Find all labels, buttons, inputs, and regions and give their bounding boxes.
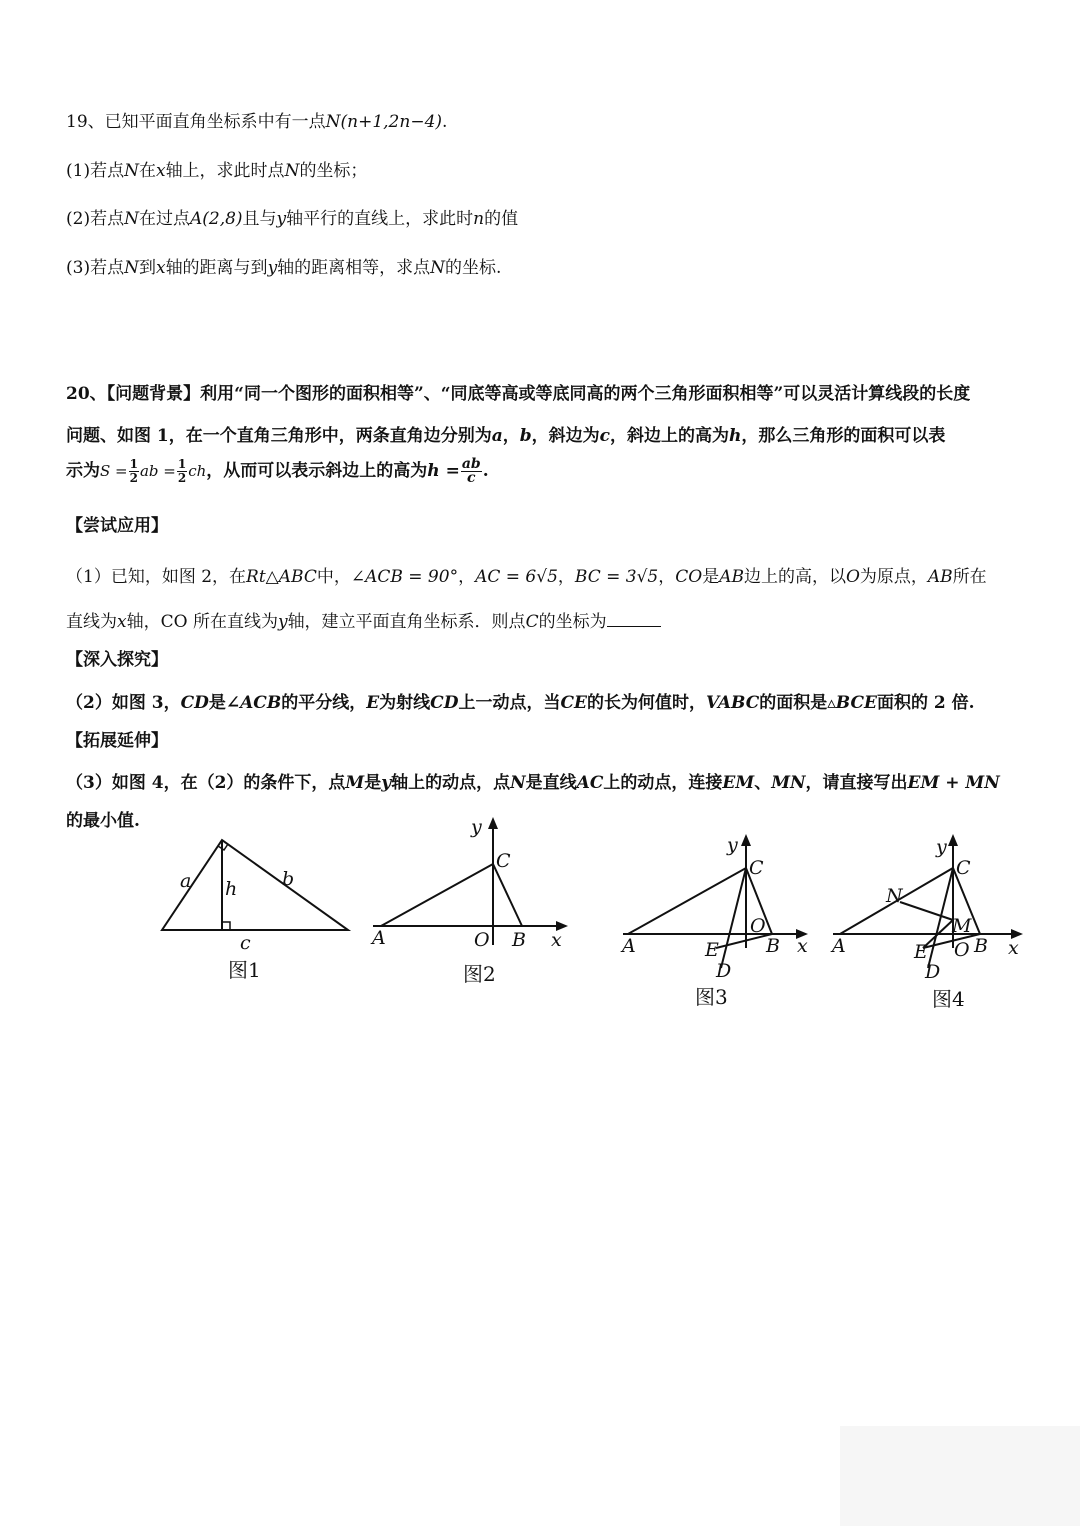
text: ， — [458, 567, 476, 587]
label-x: x — [1008, 937, 1019, 959]
q20-part2 — [66, 688, 975, 713]
q19-stem-text: 已知平面直角坐标系中有一点 — [104, 112, 326, 132]
q19-stem-end: . — [442, 112, 448, 132]
angle-acb: ∠ACB — [225, 693, 282, 713]
segment-em: EM — [722, 773, 755, 793]
q19-stem — [66, 107, 447, 132]
var-b: b — [519, 426, 532, 446]
var-h: h — [729, 426, 742, 446]
var-n: N — [124, 258, 139, 278]
section-label-try — [66, 511, 168, 536]
label-c: C — [956, 857, 971, 879]
caption-fig4: 图4 — [932, 987, 965, 1010]
label-b: B — [512, 929, 526, 951]
q20-part1-line2 — [66, 607, 661, 632]
label-d: D — [925, 961, 941, 983]
label-y: y — [471, 816, 482, 838]
text: 的长为何值时， — [586, 693, 706, 713]
label-y: y — [727, 834, 738, 856]
text: 轴的距离与到 — [165, 258, 268, 278]
text: 的坐标； — [299, 161, 368, 181]
caption-fig2: 图2 — [463, 962, 496, 986]
q19-part1 — [66, 156, 367, 181]
label-a: A — [832, 935, 846, 957]
section-label-background: 【问题背景】 — [106, 384, 201, 404]
right-angle-mark — [222, 922, 230, 930]
text: 轴上的动点，点 — [391, 773, 511, 793]
numerator: ab — [461, 456, 481, 472]
var-a: a — [491, 426, 503, 446]
label-a: A — [622, 935, 636, 957]
point-n: N — [510, 773, 526, 793]
label-o: O — [954, 939, 970, 961]
segment-co: CO — [675, 567, 703, 587]
text: 问题、如图 1，在一个直角三角形中，两条直角边分别为 — [66, 426, 492, 446]
label-a: A — [372, 927, 386, 949]
section-label-deep — [66, 645, 168, 670]
point-m: M — [345, 773, 365, 793]
var-c: c — [599, 426, 611, 446]
point-e: E — [366, 693, 380, 713]
bisector-cd — [721, 868, 746, 968]
figure-3 — [618, 830, 818, 1010]
text: . — [482, 461, 489, 481]
text: (3)若点 — [66, 258, 125, 278]
q20-part3-line1 — [66, 768, 1000, 793]
angle-acb: ∠ACB = 90° — [350, 567, 459, 587]
label-e: E — [705, 939, 719, 961]
text: （2）如图 3， — [66, 693, 181, 713]
text: 【尝试应用】 — [66, 516, 168, 536]
fraction-half — [129, 458, 139, 485]
label-o: O — [750, 915, 766, 937]
segment-nm — [900, 902, 953, 920]
triangle-abc-2 — [381, 864, 522, 926]
text: (2)若点 — [66, 209, 125, 229]
var-x: x — [155, 258, 166, 278]
text: 【拓展延伸】 — [66, 731, 168, 751]
q20-number: 20、 — [66, 384, 107, 404]
text: 为原点， — [859, 567, 928, 587]
caption-fig3: 图3 — [695, 985, 728, 1009]
text: ，请直接写出 — [805, 773, 908, 793]
var-n-lower: n — [473, 209, 485, 229]
fraction-ab-over-c — [461, 458, 482, 485]
text: 所在 — [952, 567, 987, 587]
text: （3）如图 4，在（2）的条件下，点 — [66, 773, 346, 793]
text: 是 — [702, 567, 720, 587]
label-b: B — [766, 935, 780, 957]
text: 轴上，求此时点 — [165, 161, 285, 181]
q20-part1-line1 — [66, 562, 987, 587]
label-m: M — [952, 915, 972, 937]
text: 轴，建立平面直角坐标系．则点 — [287, 612, 526, 632]
label-n: N — [886, 885, 903, 907]
text: 为射线 — [379, 693, 431, 713]
text: 的平分线， — [281, 693, 367, 713]
denominator: c — [467, 470, 476, 486]
expression-em-mn: EM + MN — [907, 773, 1000, 793]
q19-part3 — [66, 253, 501, 278]
text: 在 — [138, 161, 156, 181]
text: 上一动点，当 — [458, 693, 561, 713]
text: 中， — [316, 567, 351, 587]
q20-background-line1 — [66, 379, 970, 404]
label-e: E — [914, 941, 928, 963]
text: 是 — [364, 773, 382, 793]
denominator: 2 — [129, 471, 138, 485]
label-o: O — [474, 929, 490, 951]
text: 且与 — [242, 209, 277, 229]
text: 上的动点，连接 — [603, 773, 723, 793]
text: ， — [658, 567, 676, 587]
label-d: D — [716, 960, 732, 982]
section-label-extend — [66, 726, 168, 751]
text: 直线为 — [66, 612, 117, 632]
length-ac: AC = 6√5 — [475, 567, 558, 587]
numerator: 1 — [129, 457, 138, 471]
segment-ce: CE — [560, 693, 587, 713]
q19-number: 19、 — [66, 112, 105, 132]
text: ，斜边上的高为 — [610, 426, 730, 446]
y-axis-arrow — [948, 834, 958, 846]
point-c: C — [525, 612, 539, 632]
caption-fig1: 图1 — [228, 958, 261, 982]
y-axis-arrow — [741, 834, 751, 846]
var-x: x — [155, 161, 166, 181]
fraction-half — [177, 458, 187, 485]
label-x: x — [797, 935, 808, 957]
point-a: A(2,8) — [189, 209, 243, 229]
formula-h: h = — [427, 461, 460, 481]
var-x: x — [117, 612, 127, 632]
label-c: C — [496, 850, 511, 872]
formula-s: S = — [100, 462, 128, 480]
numerator: 1 — [177, 457, 187, 471]
length-bc: BC = 3√5 — [574, 567, 659, 587]
segment-ab: AB — [719, 567, 744, 587]
text: （1）已知，如图 2，在 — [66, 567, 247, 587]
text: ， — [557, 567, 575, 587]
text: ，那么三角形的面积可以表 — [741, 426, 946, 446]
q19-point-n: N(n+1,2n−4) — [325, 112, 443, 132]
triangle-bce: ▵BCE — [827, 693, 877, 713]
label-a: a — [180, 870, 192, 892]
triangle-abc: VABC — [705, 693, 760, 713]
var-y: y — [277, 612, 288, 632]
q20-background-line3 — [66, 456, 489, 485]
text: 在过点 — [138, 209, 190, 229]
text: 轴的距离相等，求点 — [277, 258, 431, 278]
formula-ch: ch — [188, 462, 207, 480]
label-b: B — [974, 935, 988, 957]
label-c: C — [749, 857, 764, 879]
text: 、 — [754, 773, 772, 793]
text: 是 — [208, 693, 226, 713]
formula-ab: ab = — [139, 462, 176, 480]
figure-2 — [368, 815, 578, 990]
q20-part3-line2 — [66, 806, 140, 831]
text: 边上的高，以 — [743, 567, 846, 587]
text: 【深入探究】 — [66, 650, 168, 670]
text: 的坐标为 — [538, 612, 607, 632]
text: 面积的 2 倍. — [876, 693, 975, 713]
text: ，从而可以表示斜边上的高为 — [206, 461, 428, 481]
text: 示为 — [66, 461, 100, 481]
var-y: y — [381, 773, 392, 793]
text: 利用“同一个图形的面积相等”、“同底等高或等底同高的两个三角形面积相等”可以灵活计算线段的长度 — [200, 384, 971, 404]
q20-background-line2 — [66, 421, 945, 446]
label-x: x — [551, 929, 562, 951]
point-o: O — [845, 567, 860, 587]
text: 的坐标. — [445, 258, 502, 278]
figure-1 — [150, 835, 360, 985]
q19-part2 — [66, 204, 518, 229]
var-n: N — [284, 161, 300, 181]
var-y: y — [267, 258, 278, 278]
text: ，斜边为 — [531, 426, 600, 446]
scan-corner-shade — [840, 1426, 1080, 1526]
figure-4 — [828, 830, 1033, 1010]
text: 的最小值. — [66, 811, 140, 831]
var-n: N — [124, 161, 139, 181]
text: ， — [502, 426, 520, 446]
triangle-abc: Rt△ABC — [246, 567, 317, 587]
var-n: N — [430, 258, 446, 278]
text: 轴，CO 所在直线为 — [126, 612, 278, 632]
var-y: y — [276, 209, 287, 229]
text: 的面积是 — [759, 693, 828, 713]
y-axis-arrow — [488, 817, 498, 829]
segment-cd: CD — [430, 693, 459, 713]
answer-blank[interactable] — [607, 612, 661, 627]
var-n: N — [124, 209, 139, 229]
text: 到 — [138, 258, 156, 278]
segment-mn: MN — [771, 773, 806, 793]
label-b: b — [282, 868, 295, 890]
segment-cd: CD — [180, 693, 209, 713]
label-c: c — [240, 932, 251, 954]
denominator: 2 — [177, 471, 187, 485]
segment-ab: AB — [927, 567, 953, 587]
text: (1)若点 — [66, 161, 125, 181]
text: 的值 — [484, 209, 519, 229]
label-h: h — [225, 878, 238, 900]
line-ac: AC — [576, 773, 604, 793]
text: 轴平行的直线上，求此时 — [286, 209, 474, 229]
label-y: y — [936, 836, 947, 858]
text: 是直线 — [525, 773, 577, 793]
